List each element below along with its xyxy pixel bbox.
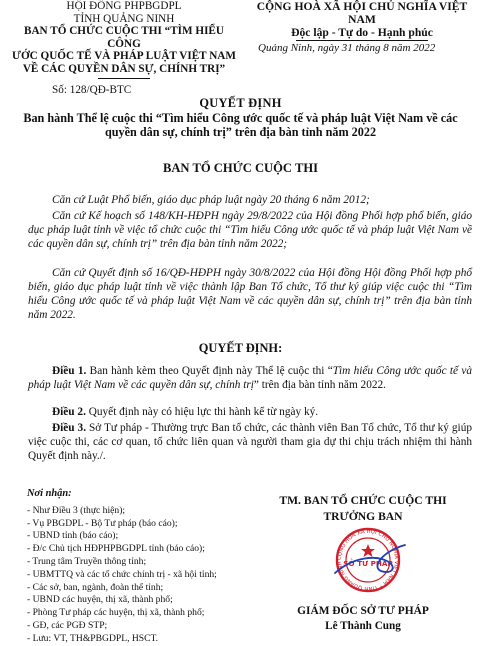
article-1-text-b: ” trên địa bàn tỉnh năm 2022.	[253, 379, 386, 392]
recipient-item: - UBND các huyện, thị xã, thành phố;	[27, 594, 173, 606]
issue-date: Quảng Ninh, ngày 31 tháng 8 năm 2022	[258, 42, 436, 54]
document-number: Số: 128/QĐ-BTC	[52, 84, 132, 96]
recipients-heading: Nơi nhận:	[27, 488, 72, 499]
recipients-block	[27, 488, 237, 646]
signer-title: GIÁM ĐỐC SỞ TƯ PHÁP	[297, 605, 429, 617]
article-1-text-italic: Tìm hiểu Công ước quốc tế và pháp luật Việt Nam về các quyền dân sự, chính trị	[28, 365, 473, 392]
preamble-basis-2: Căn cứ Kế hoạch số 148/KH-HĐPH ngày 29/8/2022 của Hội đồng Phối hợp phổ biến, giáo dục pháp luật tỉnh về việc tổ chức cuộc thi “Tìm hiểu Công ước quốc tế và pháp luật Việt Nam về các quyền dân sự, chính trị” trên địa bàn tỉnh năm 2022;	[28, 210, 472, 251]
motto: Độc lập - Tự do - Hạnh phúc	[291, 26, 433, 39]
issuing-body: BAN TỔ CHỨC CUỘC THI	[162, 161, 319, 175]
article-3-label: Điều 3.	[52, 422, 87, 434]
article-3	[28, 421, 472, 463]
seal-ring-text: CỘNG HÒA XÃ HỘI CHỦ NGHĨA VIỆT NAM * TỈNH QUẢNG NINH	[336, 528, 400, 592]
seal-center-text: SỞ TƯ PHÁP	[343, 559, 393, 568]
official-seal-icon	[323, 527, 413, 593]
preamble-basis-3: Căn cứ Quyết định số 16/QĐ-HĐPH ngày 30/8/2022 của Hội đồng Hội đồng Phối hợp phổ biến, giáo dục pháp luật tỉnh về việc thành lập Ban Tổ chức, Tổ thư ký giúp việc cuộc thi “Tìm hiểu Công ước quốc tế và pháp luật Việt Nam về các quyền dân sự, chính trị” trên địa bàn tỉnh năm 2022.	[28, 267, 472, 322]
decision-heading: QUYẾT ĐỊNH:	[198, 341, 283, 355]
article-1-label: Điều 1.	[52, 365, 87, 377]
article-2-text: Quyết định này có hiệu lực thi hành kể từ ngày ký.	[85, 406, 319, 418]
committee-line-3: VỀ CÁC QUYỀN DÂN SỰ, CHÍNH TRỊ”	[22, 62, 226, 75]
article-1	[28, 364, 472, 392]
signature-position: TRƯỞNG BAN	[323, 510, 403, 523]
document-kind: QUYẾT ĐỊNH	[199, 96, 282, 110]
recipient-item: - Các sở, ban, ngành, đoàn thể tỉnh;	[27, 581, 164, 593]
article-3-text: Sở Tư pháp - Thường trực Ban tổ chức, các thành viên Ban Tổ chức, Tổ thư ký giúp việc cuộc thi, các cơ quan, tổ chức liên quan và người tham gia dự thi chịu trách nhiệm thi hành Quyết định này./.	[28, 422, 472, 463]
signer-name: Lê Thành Cung	[325, 620, 401, 632]
issuer-header	[8, 0, 240, 79]
council-name: HỘI ĐỒNG PHPBGDPL	[66, 0, 182, 12]
motto-underline	[296, 40, 428, 41]
recipient-item: - Như Điều 3 (thực hiện);	[27, 504, 126, 516]
preamble-basis-1: Căn cứ Luật Phổ biến, giáo dục pháp luật ngày 20 tháng 6 năm 2012;	[52, 194, 370, 206]
recipient-item: - Trung tâm Truyền thông tỉnh;	[27, 555, 147, 567]
signature-block	[258, 494, 468, 524]
seal-star-icon	[361, 544, 375, 557]
recipient-item: - Vụ PBGDPL - Bộ Tư pháp (báo cáo);	[27, 517, 178, 529]
recipient-item: - GĐ, các PGĐ STP;	[27, 619, 108, 631]
article-2	[28, 405, 472, 419]
signature-on-behalf: TM. BAN TỔ CHỨC CUỘC THI	[279, 494, 447, 507]
recipient-item: - Phòng Tư pháp các huyện, thị xã, thành phố;	[27, 607, 205, 619]
committee-line-2: ƯỚC QUỐC TẾ VÀ PHÁP LUẬT VIỆT NAM	[12, 50, 236, 63]
recipient-item: - UBND tỉnh (báo cáo);	[27, 530, 119, 542]
recipient-item: - Lưu: VT, TH&PBGDPL, HSCT.	[27, 632, 159, 644]
article-1-text-a: Ban hành kèm theo Quyết định này Thể lệ cuộc thi “	[86, 365, 333, 377]
document-subject: Ban hành Thể lệ cuộc thi “Tìm hiểu Công ước quốc tế và pháp luật Việt Nam về các quyền dân sự, chính trị” trên địa bàn tỉnh năm 2022	[23, 111, 458, 140]
recipient-item: - Đ/c Chủ tịch HĐPHPBGDPL tỉnh (báo cáo);	[27, 543, 205, 555]
country-name: CỘNG HOÀ XÃ HỘI CHỦ NGHĨA VIỆT NAM	[256, 0, 468, 26]
national-header	[246, 0, 478, 41]
article-2-label: Điều 2.	[52, 406, 86, 418]
header-left-underline	[98, 78, 150, 79]
committee-line-1: BAN TỔ CHỨC CUỘC THI “TÌM HIỂU CÔNG	[24, 25, 224, 50]
province-name: TỈNH QUẢNG NINH	[73, 12, 175, 25]
recipient-item: - UBMTTQ và các tổ chức chính trị - xã hội tỉnh;	[27, 568, 217, 580]
